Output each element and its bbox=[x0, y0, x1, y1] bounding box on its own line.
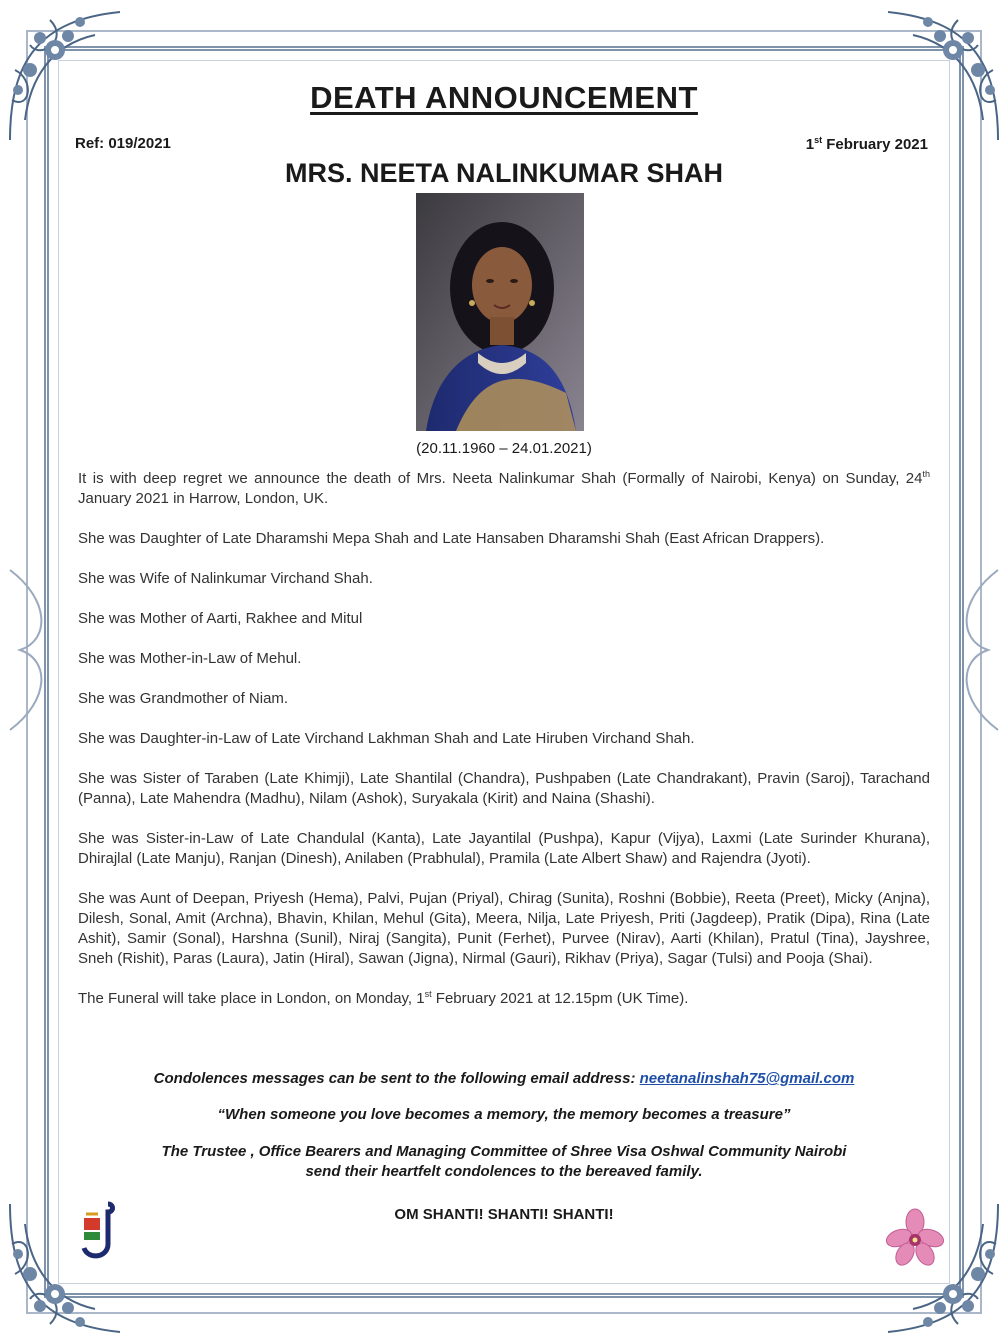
sister-in-law-paragraph: She was Sister-in-Law of Late Chandulal (Kanta), Late Jayantilal (Pushpa), Kapur (Vijya), Laxmi (Late Surinder Khurana), Dhirajlal (Late Manju), Ranjan (Dinesh), Anilaben (Prabhulal), Pramila (Late Albert Shaw) and Rajendra (Jyoti). bbox=[78, 830, 930, 867]
condolence-email-link[interactable]: neetanalinshah75@gmail.com bbox=[639, 1070, 855, 1087]
lifespan-dates: (20.11.1960 – 24.01.2021) bbox=[416, 440, 592, 457]
announcement-body bbox=[78, 469, 930, 1029]
memorial-quote: “When someone you love becomes a memory, the memory becomes a treasure” bbox=[217, 1106, 791, 1123]
condolence-label: Condolences messages can be sent to the following email address: bbox=[153, 1070, 640, 1087]
om-shanti: OM SHANTI! SHANTI! SHANTI! bbox=[394, 1206, 614, 1223]
orchid-flower-icon bbox=[885, 1208, 945, 1268]
daughter-in-law-paragraph: She was Daughter-in-Law of Late Virchand Lakhman Shah and Late Hiruben Virchand Shah. bbox=[78, 730, 695, 747]
daughter-paragraph: She was Daughter of Late Dharamshi Mepa Shah and Late Hansaben Dharamshi Shah (East African Drappers). bbox=[78, 530, 825, 547]
floral-corner-ornament-top-right bbox=[858, 0, 1008, 150]
floral-corner-ornament-top-left bbox=[0, 0, 150, 150]
intro-paragraph: It is with deep regret we announce the death of Mrs. Neeta Nalinkumar Shah (Formally of Nairobi, Kenya) on Sunday, 24th January 2021 in Harrow, London, UK. bbox=[78, 469, 930, 507]
deceased-name: MRS. NEETA NALINKUMAR SHAH bbox=[285, 158, 723, 188]
wife-paragraph: She was Wife of Nalinkumar Virchand Shah. bbox=[78, 570, 373, 587]
trustees-line-1: The Trustee , Office Bearers and Managing Committee of Shree Visa Oshwal Community Nairobi bbox=[161, 1143, 847, 1160]
announcement-date: 1st February 2021 bbox=[805, 135, 928, 153]
mother-in-law-paragraph: She was Mother-in-Law of Mehul. bbox=[78, 650, 302, 667]
trustees-condolence bbox=[0, 1142, 1008, 1182]
mother-paragraph: She was Mother of Aarti, Rakhee and Mitul bbox=[78, 610, 363, 627]
sister-paragraph: She was Sister of Taraben (Late Khimji), Late Shantilal (Chandra), Pushpaben (Late Chandrakant), Pravin (Saroj), Tarachand (Panna), Late Mahendra (Madhu), Nilam (Ashok), Suryakala (Kirit) and Naina (Shashi). bbox=[78, 770, 930, 807]
page-title: DEATH ANNOUNCEMENT bbox=[310, 80, 698, 115]
community-logo-icon bbox=[78, 1200, 118, 1264]
condolence-line bbox=[0, 1070, 1008, 1087]
side-swirl-right bbox=[948, 560, 1008, 740]
aunt-paragraph: She was Aunt of Deepan, Priyesh (Hema), Palvi, Pujan (Priyal), Chirag (Sunita), Roshni (Bobbie), Reeta (Preet), Micky (Anjna), Dilesh, Sonal, Amit (Archna), Bhavin, Khilan, Mehul (Gita), Meera, Nilja, Late Priyesh, Priti (Jagdeep), Pratik (Dipa), Rina (Late Ashit), Samir (Sonal), Harshna (Sunil), Niraj (Sangita), Punit (Ferhet), Purvee (Nirav), Aarti (Khilan), Pratul (Tina), Jayshree, Sneh (Rishit), Paras (Laura), Jatin (Hiral), Sawan (Jigna), Nirmal (Gauri), Rikhav (Priya), Sagar (Tulsi) and Pooja (Shai). bbox=[78, 890, 930, 967]
portrait-photo bbox=[416, 193, 584, 431]
reference-number: Ref: 019/2021 bbox=[75, 135, 171, 152]
side-swirl-left bbox=[0, 560, 60, 740]
grandmother-paragraph: She was Grandmother of Niam. bbox=[78, 690, 289, 707]
trustees-line-2: send their heartfelt condolences to the bereaved family. bbox=[305, 1163, 703, 1180]
funeral-paragraph: The Funeral will take place in London, on Monday, 1st February 2021 at 12.15pm (UK Time). bbox=[78, 989, 689, 1007]
